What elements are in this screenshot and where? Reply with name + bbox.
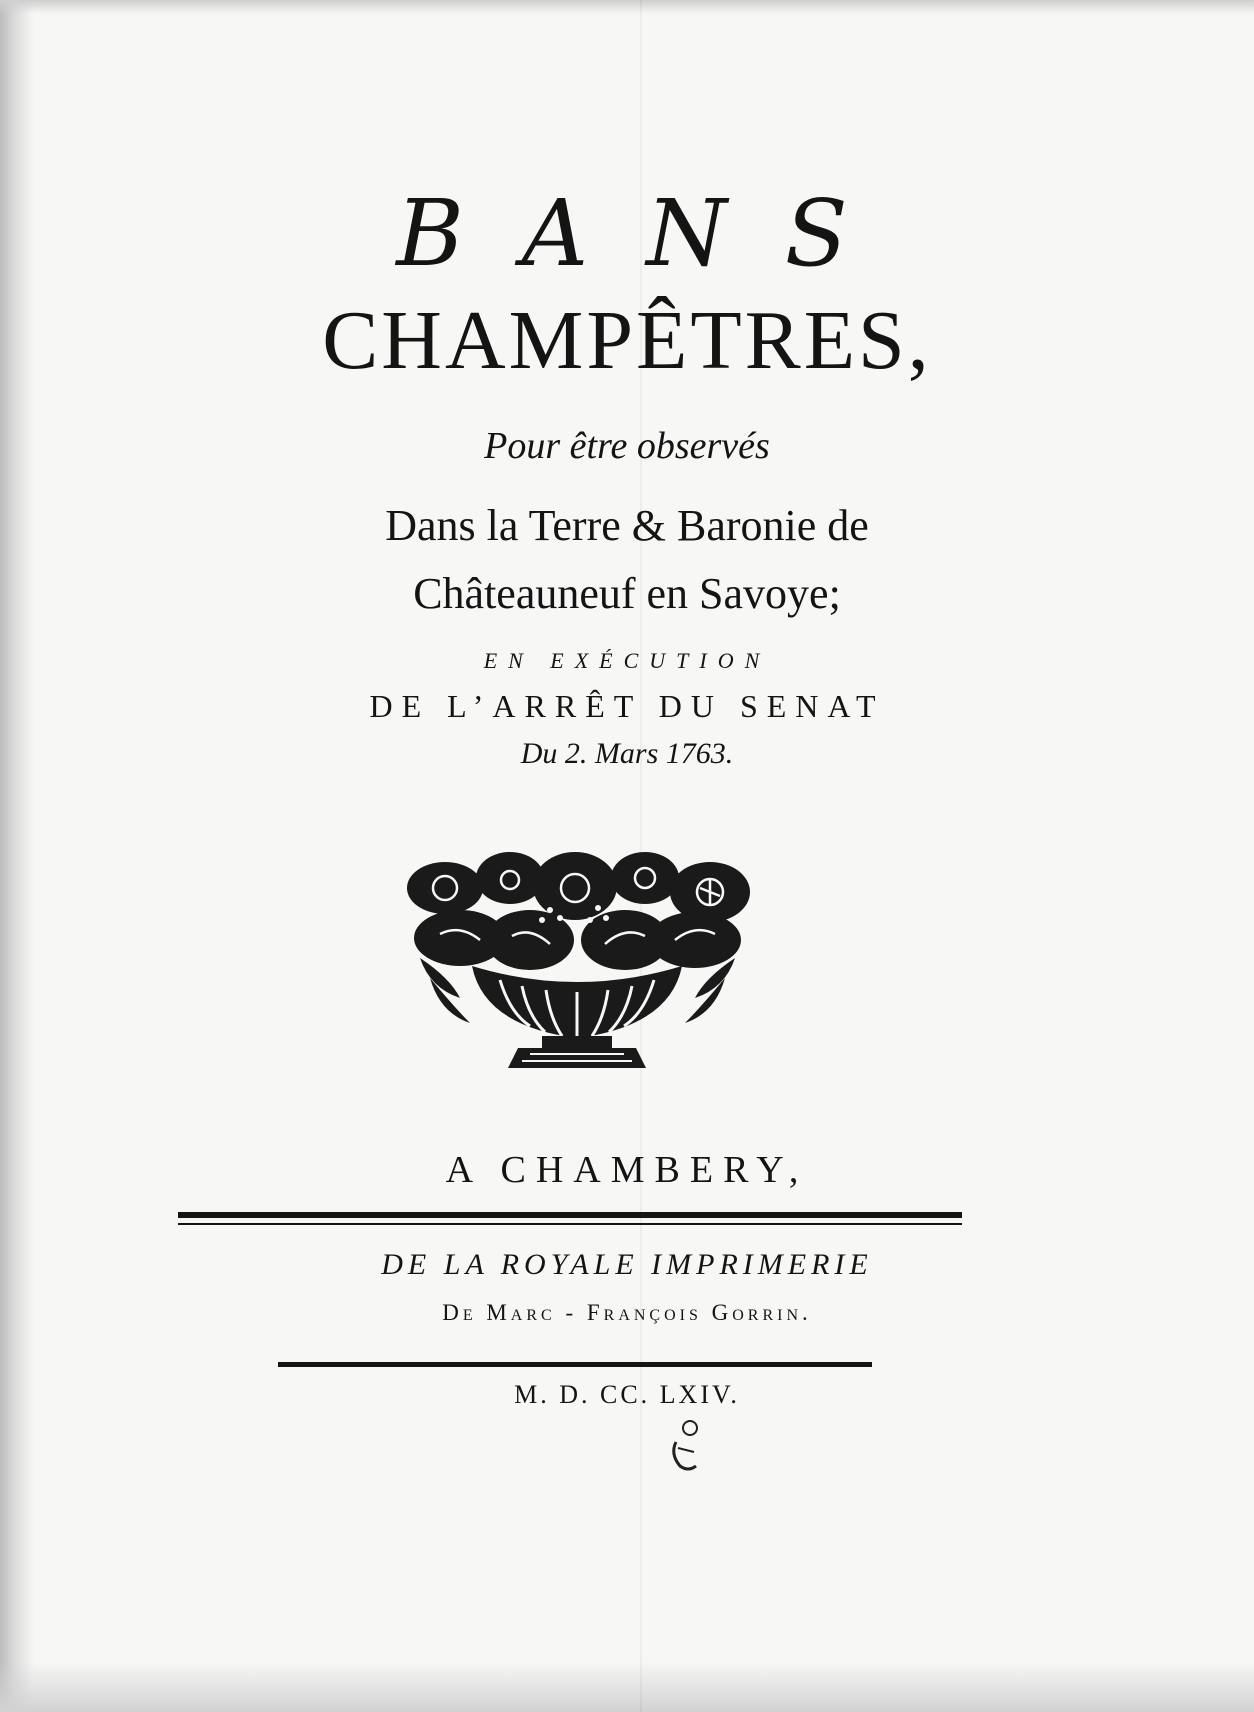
- imprint-printer-name: De Marc - François Gorrin.: [442, 1300, 812, 1325]
- imprint-place: A CHAMBERY,: [445, 1149, 809, 1191]
- ink-mark-icon: [666, 1418, 706, 1474]
- subtitle-line-2: Châteauneuf en Savoye;: [413, 569, 841, 618]
- imprint-printer: DE LA ROYALE IMPRIMERIE: [381, 1248, 873, 1281]
- paper-bottom-edge: [0, 1662, 1254, 1712]
- subtitle-italic: Pour être observés: [484, 425, 770, 467]
- title-champetres: CHAMPÊTRES,: [322, 294, 932, 387]
- paper-top-edge: [0, 0, 1254, 14]
- rule-thick: [178, 1212, 962, 1218]
- rule-bottom: [278, 1362, 872, 1367]
- title-bans: BANS: [396, 180, 906, 287]
- rule-thin: [178, 1223, 962, 1225]
- execution-line: EN EXÉCUTION: [483, 648, 771, 673]
- arret-line: DE L’ARRÊT DU SENAT: [369, 688, 885, 724]
- flower-basket-vignette-icon: [400, 848, 755, 1073]
- subtitle-line-1: Dans la Terre & Baronie de: [385, 501, 869, 550]
- imprint-year: M. D. CC. LXIV.: [514, 1380, 740, 1409]
- date-line: Du 2. Mars 1763.: [520, 737, 734, 770]
